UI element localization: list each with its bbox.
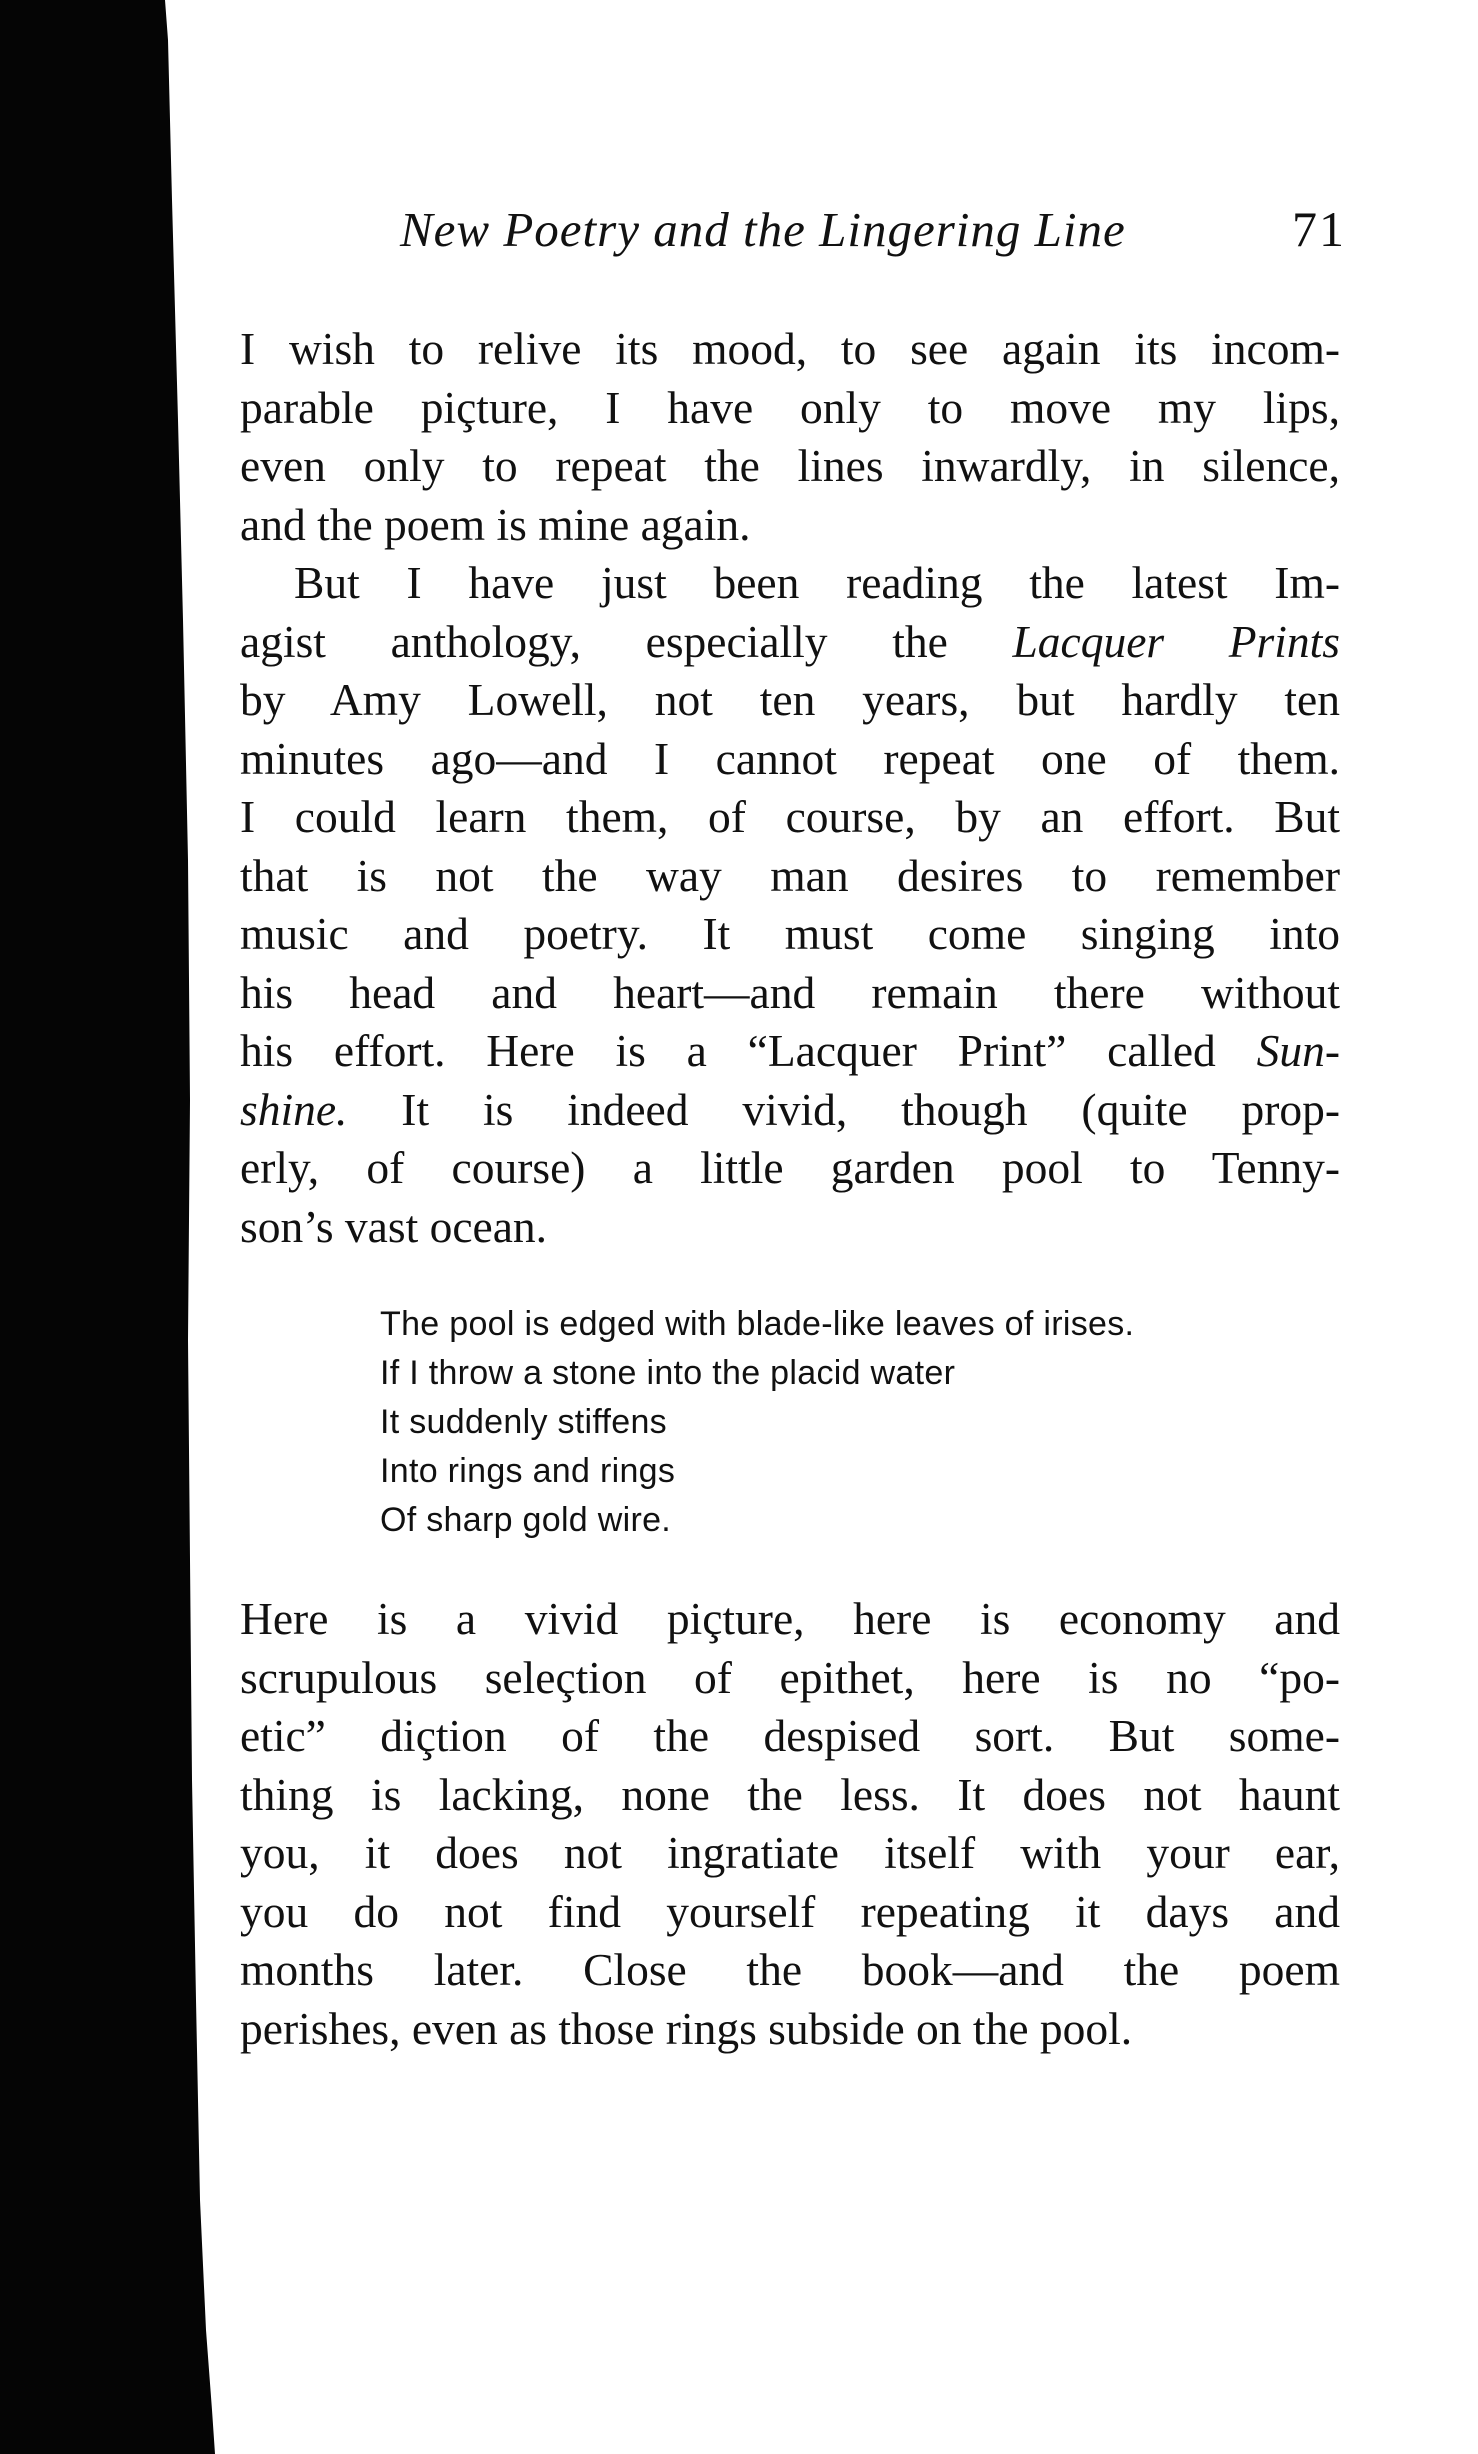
text-line: that is not the way man desires to remember: [240, 849, 1340, 901]
text-line: thing is lacking, none the less. It does not haunt: [240, 1768, 1340, 1820]
text-line: I could learn them, of course, by an effort. But: [240, 791, 1340, 842]
text-line: But I have just been reading the latest Im-: [294, 557, 1340, 608]
poem-title: shine.: [240, 1083, 348, 1135]
text-line: Here is a vivid piçture, here is economy and: [240, 1593, 1340, 1644]
text-line: [240, 1081, 1340, 1140]
text-run: his effort. Here is a “Lacquer Print” called: [240, 1025, 1257, 1076]
text-line: minutes ago—and I cannot repeat one of them.: [240, 732, 1340, 784]
page-binding-edge: [0, 0, 230, 2454]
quoted-poem: [380, 1300, 1320, 1545]
text-line: I wish to relive its mood, to see again its incom-: [240, 323, 1340, 374]
page-header: [400, 200, 1360, 270]
text-line: son’s vast ocean.: [240, 1200, 548, 1252]
text-line: parable piçture, I have only to move my lips,: [240, 381, 1340, 433]
text-line: perishes, even as those rings subside on the pool.: [240, 2002, 1133, 2054]
binding-shadow-shape: [0, 0, 230, 2454]
text-line: you, it does not ingratiate itself with your ear,: [240, 1827, 1340, 1878]
text-run: agist anthology, especially the: [240, 615, 1013, 667]
poem-line: Into rings and rings: [380, 1452, 676, 1490]
poem-title: Sun-: [1256, 1025, 1340, 1076]
poem-line: It suddenly stiffens: [380, 1403, 667, 1441]
page-number: 71: [1292, 201, 1346, 257]
text-line: erly, of course) a little garden pool to Tenny-: [240, 1142, 1340, 1193]
poem-line: Of sharp gold wire.: [380, 1501, 672, 1539]
text-line: even only to repeat the lines inwardly, in silence,: [240, 440, 1340, 491]
text-line: [240, 613, 1340, 672]
poem-line: If I throw a stone into the placid water: [380, 1354, 956, 1392]
text-line: [240, 1022, 1340, 1081]
prose-section-1: [240, 320, 1340, 1256]
poem-line: The pool is edged with blade-like leaves of irises.: [380, 1305, 1135, 1343]
text-line: music and poetry. It must come singing into: [240, 908, 1340, 959]
text-line: months later. Close the book—and the poem: [240, 1944, 1340, 1995]
text-line: and the poem is mine again.: [240, 498, 751, 550]
text-run: It is indeed vivid, though (quite prop-: [347, 1083, 1340, 1135]
running-title: New Poetry and the Lingering Line: [400, 202, 1126, 257]
text-line: you do not find yourself repeating it days and: [240, 1885, 1340, 1937]
text-line: by Amy Lowell, not ten years, but hardly ten: [240, 674, 1340, 725]
text-line: scrupulous seleçtion of epithet, here is no “po-: [240, 1651, 1340, 1703]
text-line: etic” diçtion of the despised sort. But some-: [240, 1710, 1340, 1761]
book-title: Lacquer Prints: [1012, 615, 1340, 667]
text-line: his head and heart—and remain there without: [240, 966, 1340, 1018]
prose-section-2: [240, 1590, 1340, 2058]
